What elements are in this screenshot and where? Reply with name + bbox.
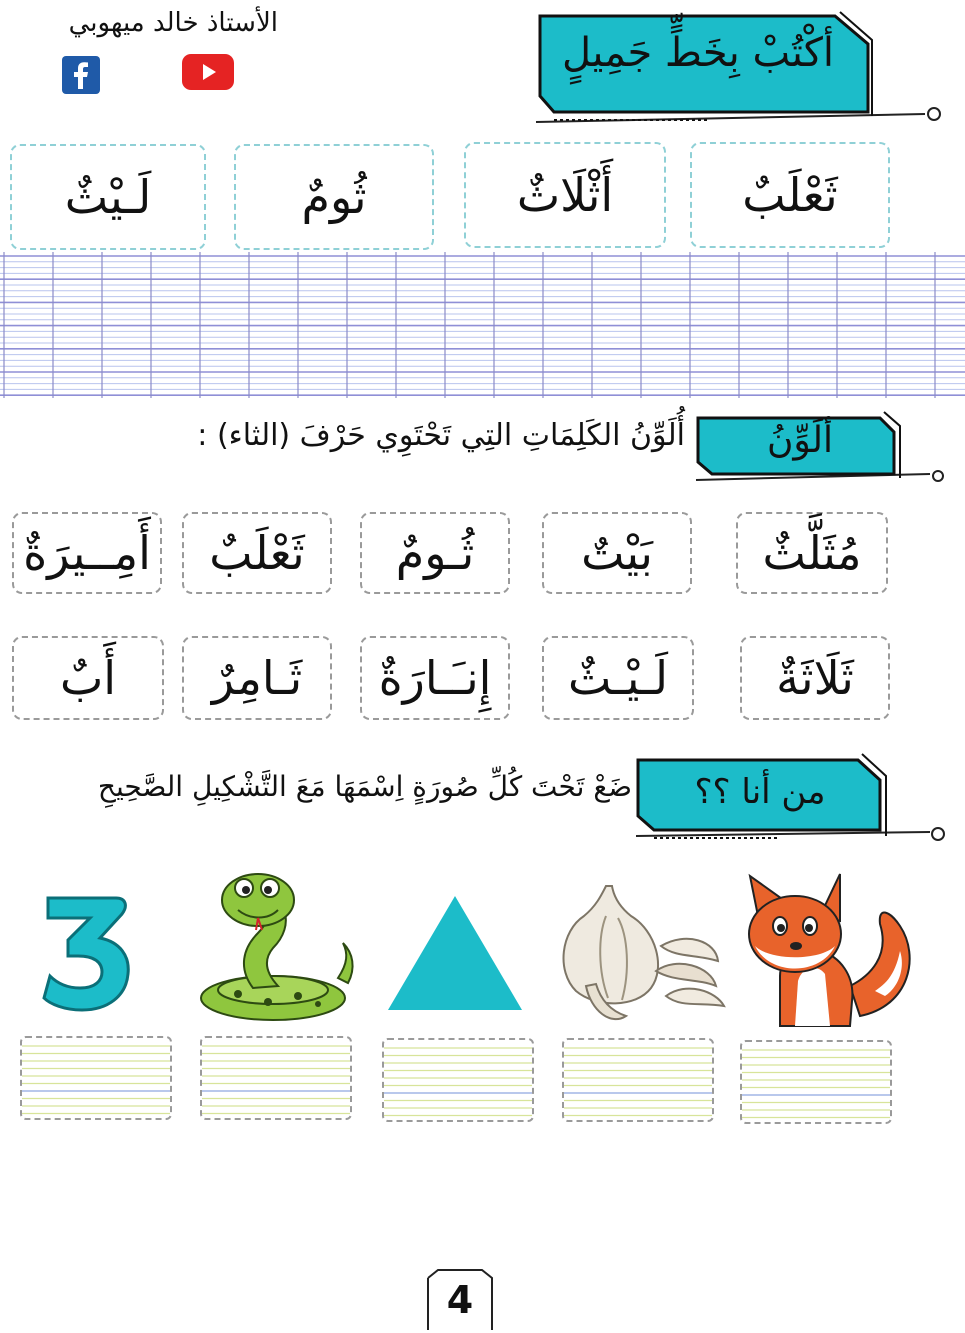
- answer-box-triangle[interactable]: [382, 1038, 534, 1122]
- answer-box-lines: [564, 1040, 712, 1120]
- color-word-r1-4[interactable]: ثَعْلَبٌ: [182, 512, 332, 594]
- section3-instruction: ضَعْ تَحْتَ كُلِّ صُورَةٍ اِسْمَهَا مَعَ التَّشْكِيلِ الصَّحِيحِ: [97, 770, 632, 803]
- answer-box-lines: [202, 1038, 350, 1118]
- garlic-icon: [556, 876, 736, 1026]
- answer-box-three[interactable]: [20, 1036, 172, 1120]
- section1-title: أكْتُبْ بِخَطٍّ جَمِيلٍ: [561, 30, 835, 76]
- word-card-3: ثُومٌ: [234, 144, 434, 250]
- color-word-r1-5[interactable]: أَمِــيرَةٌ: [12, 512, 162, 594]
- youtube-play-glyph: [182, 54, 234, 90]
- answer-box-lines: [22, 1038, 170, 1118]
- color-word-r2-5[interactable]: أَبٌ: [12, 636, 164, 720]
- word-card-1: ثَعْلَبٌ: [690, 142, 890, 248]
- youtube-icon[interactable]: [182, 54, 234, 90]
- facebook-icon[interactable]: [62, 56, 100, 94]
- color-word-r1-3[interactable]: ثُـومٌ: [360, 512, 510, 594]
- author-name: الأستاذ خالد ميهوبي: [68, 8, 278, 38]
- color-word-r2-2[interactable]: لَـيْـثٌ: [542, 636, 694, 720]
- color-word-r2-1[interactable]: ثَلَاثَةٌ: [740, 636, 890, 720]
- answer-box-lines: [384, 1040, 532, 1120]
- color-word-r1-1[interactable]: مُثَلَّثٌ: [736, 512, 888, 594]
- page-number-badge: [424, 1268, 496, 1332]
- color-word-r2-3[interactable]: إِنـَـارَةٌ: [360, 636, 510, 720]
- answer-box-garlic[interactable]: [562, 1038, 714, 1122]
- color-word-r1-2[interactable]: بَيْتٌ: [542, 512, 692, 594]
- number-three-icon: [38, 888, 134, 1014]
- page-number: 4: [446, 1278, 474, 1322]
- snake-icon: [198, 868, 358, 1028]
- word-card-2: أَثْلَاثٌ: [464, 142, 666, 248]
- word-card-4: لَـيْثٌ: [10, 144, 206, 250]
- section2-title: ألَوِّنُ: [766, 420, 833, 461]
- fox-icon: [740, 866, 920, 1036]
- section3-title: من أنا ؟؟: [694, 772, 826, 812]
- answer-box-fox[interactable]: [740, 1040, 892, 1124]
- triangle-icon: [384, 890, 526, 1016]
- section2-instruction: أُلَوِّنُ الكَلِمَاتِ التِي تَحْتَوِي حَرْفَ (الثاء) :: [197, 418, 685, 453]
- writing-grid[interactable]: [0, 252, 965, 398]
- color-word-r2-4[interactable]: ثَـامِرٌ: [182, 636, 332, 720]
- facebook-glyph: [62, 56, 100, 94]
- answer-box-lines: [742, 1042, 890, 1122]
- answer-box-snake[interactable]: [200, 1036, 352, 1120]
